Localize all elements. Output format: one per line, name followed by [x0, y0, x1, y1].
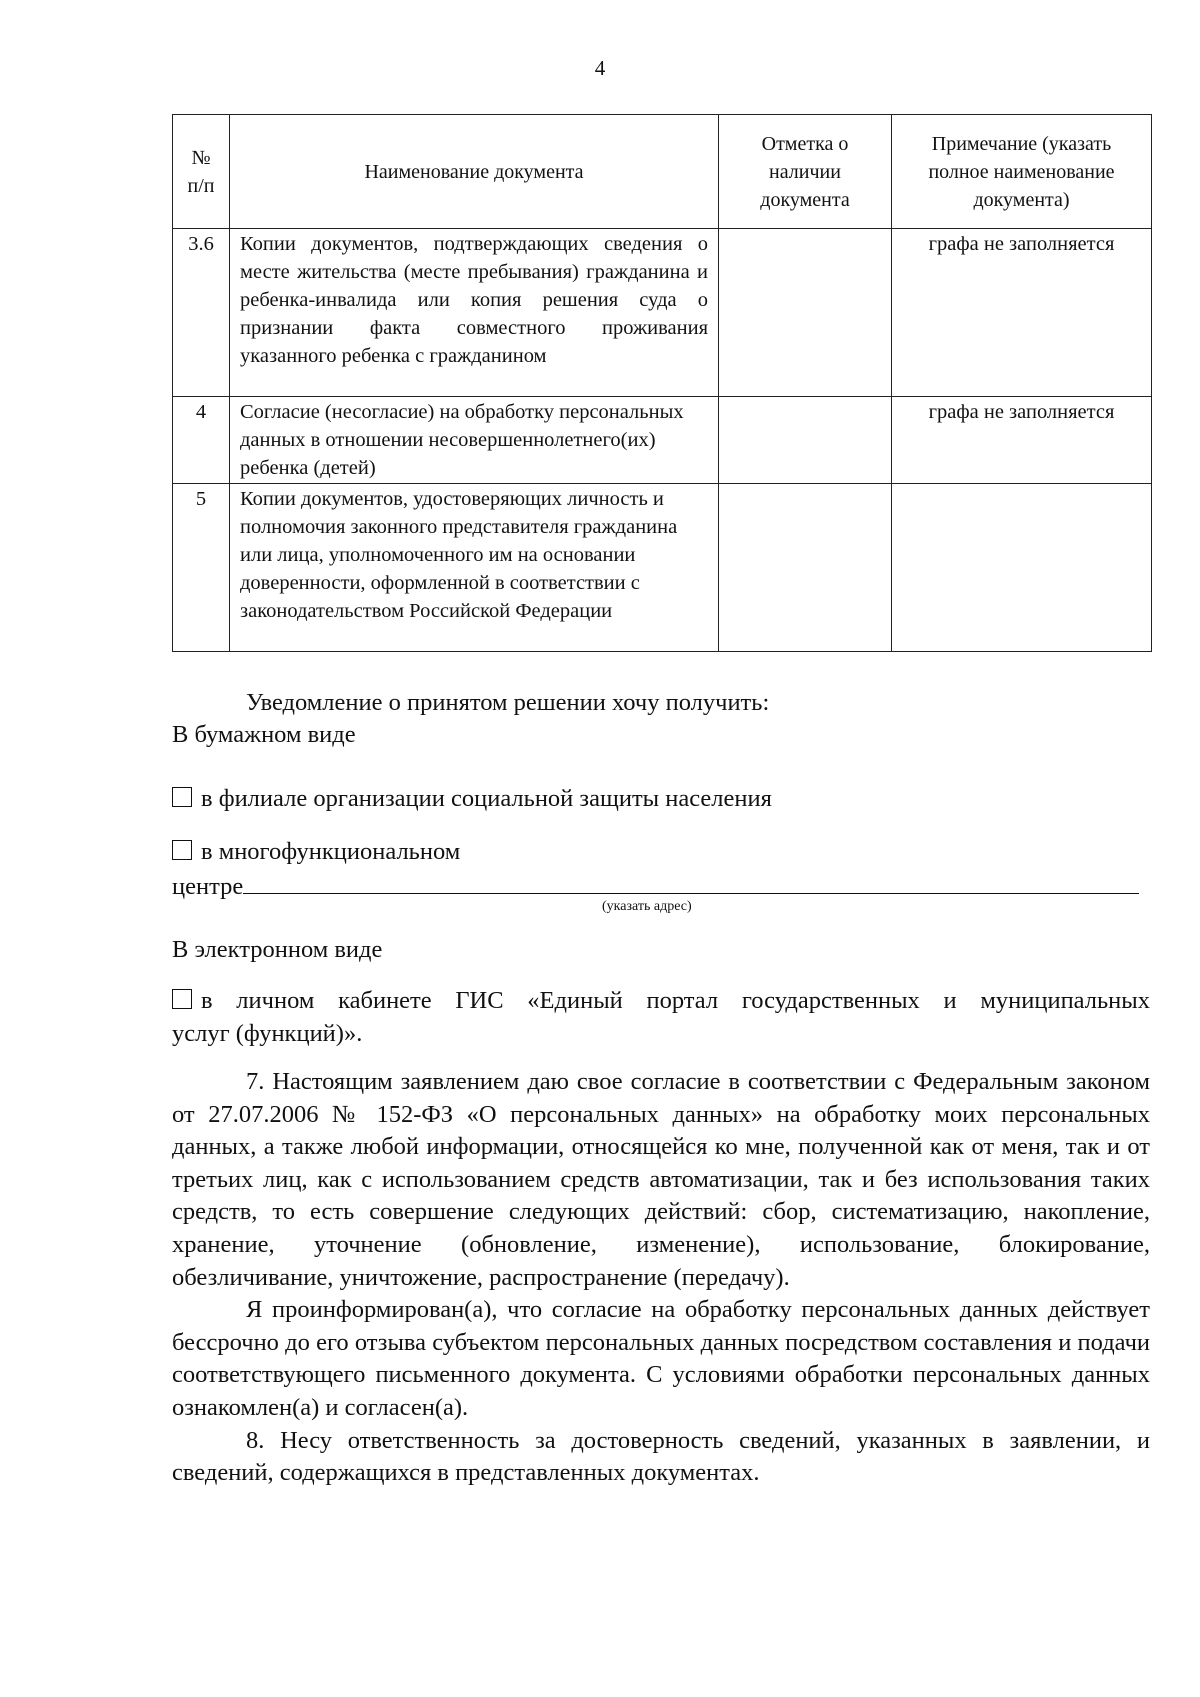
option-mfc-label: в многофункциональном [201, 838, 461, 865]
header-note: Примечание (указать полное наименование документа) [892, 115, 1152, 229]
row-mark-cell[interactable] [719, 397, 892, 484]
table-row [173, 484, 1152, 652]
option-mfc [172, 836, 1150, 869]
option-portal-label-2: услуг (функций)». [172, 1019, 363, 1047]
option-branch [172, 783, 1150, 816]
address-caption: (указать адрес) [602, 899, 692, 914]
option-mfc-label-2: центре [172, 873, 244, 900]
table-row [173, 397, 1152, 484]
notification-heading: Уведомление о принятом решении хочу получить: [246, 689, 770, 716]
option-portal-line1: в личном кабинете ГИС «Единый портал государственных и муниципальных [172, 985, 1150, 1018]
consent-paragraphs [172, 1066, 1150, 1490]
portal-checkbox[interactable] [172, 989, 192, 1009]
table-header-row [173, 115, 1152, 229]
table-row [173, 229, 1152, 397]
paragraph-informed: Я проинформирован(а), что согласие на обработку персональных данных действует бессрочно до его отзыва субъектом персональных данных посредством составления и подачи соответствующего письменного документа. С условиями обработки персональных данных ознакомлен(а) и согласен(а). [172, 1296, 1150, 1421]
row-document-name: Согласие (несогласие) на обработку персональных данных в отношении несовершеннолетнего(их) ребенка (детей) [230, 397, 719, 484]
option-portal [172, 985, 1150, 1050]
branch-checkbox[interactable] [172, 787, 192, 807]
header-name: Наименование документа [230, 115, 719, 229]
row-num: 3.6 [173, 229, 230, 397]
row-document-name: Копии документов, удостоверяющих личность и полномочия законного представителя гражданина или лица, уполномоченного им на основании доверенности, оформленной в соответствии с законодательством Российской Федерации [230, 484, 719, 652]
row-note: графа не заполняется [892, 397, 1152, 484]
paragraph-7: 7. Настоящим заявлением даю свое согласие в соответствии с Федеральным законом от 27.07.2006 № 152-ФЗ «О персональных данных» на обработку моих персональных данных, а также любой информации, относящейся ко мне, полученной как от меня, так и от третьих лиц, как с использованием средств автоматизации, так и без использования таких средств, то есть совершение следующих действий: сбор, систематизацию, накопление, хранение, уточнение (обновление, изменение), использование, блокирование, обезличивание, уничтожение, распространение (передачу). [172, 1068, 1150, 1291]
row-document-name: Копии документов, подтверждающих сведения о месте жительства (месте пребывания) гражданина и ребенка-инвалида или копия решения суда о признании факта совместного проживания указанного ребенка с гражданином [230, 229, 719, 397]
address-field[interactable] [243, 869, 1139, 894]
electronic-heading: В электронном виде [172, 936, 383, 963]
row-num: 5 [173, 484, 230, 652]
header-mark: Отметка о наличии документа [719, 115, 892, 229]
option-branch-label: в филиале организации социальной защиты населения [201, 785, 772, 812]
paper-heading: В бумажном виде [172, 721, 356, 748]
paragraph-8: 8. Несу ответственность за достоверность сведений, указанных в заявлении, и сведений, содержащихся в представленных документах. [172, 1426, 1150, 1487]
row-mark-cell[interactable] [719, 484, 892, 652]
documents-table [172, 114, 1152, 652]
row-mark-cell[interactable] [719, 229, 892, 397]
mfc-checkbox[interactable] [172, 840, 192, 860]
row-note: графа не заполняется [892, 229, 1152, 397]
row-note[interactable] [892, 484, 1152, 652]
page-number: 4 [594, 56, 606, 80]
row-num: 4 [173, 397, 230, 484]
header-num: № п/п [173, 115, 230, 229]
